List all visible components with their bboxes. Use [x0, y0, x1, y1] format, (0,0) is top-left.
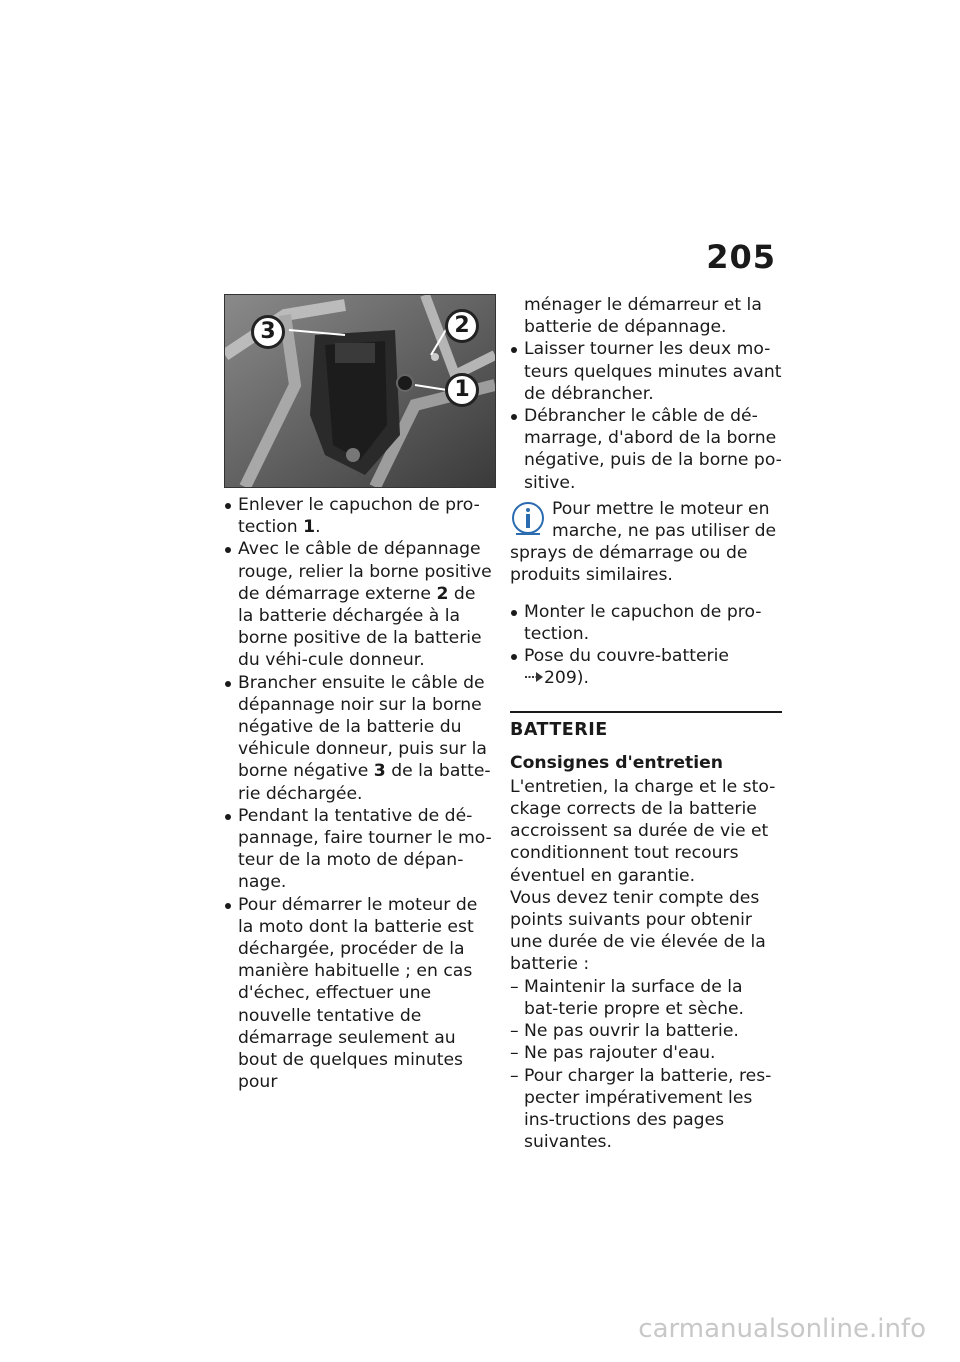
list-item	[224, 894, 496, 1094]
info-note-text: Pour mettre le moteur en marche, ne pas utiliser de sprays de démarrage ou de produits similaires.	[510, 498, 777, 586]
ref-number: 1	[303, 517, 316, 538]
section-title: BATTERIE	[510, 720, 608, 741]
right-column	[510, 294, 782, 1153]
maintenance-list	[510, 976, 782, 1154]
ref-number: 2	[436, 583, 449, 604]
text: .	[315, 517, 321, 538]
text: Brancher ensuite le câble de dépannage noir sur la borne négative de la batterie du véhicule donneur, puis sur la borne négative	[238, 672, 487, 782]
callout-3: 3	[251, 315, 285, 349]
callout-2: 2	[445, 309, 479, 343]
list-item	[224, 672, 496, 805]
list-item: – Ne pas rajouter d'eau.	[510, 1042, 782, 1064]
continuation-text: ménager le démarreur et la batterie de dépannage.	[524, 295, 762, 338]
section-divider	[510, 711, 782, 713]
list-item: – Pour charger la batterie, res-pecter impérativement les ins-tructions des pages suivantes.	[510, 1065, 782, 1154]
list-item	[510, 645, 782, 689]
instruction-list-right-2	[510, 601, 782, 690]
paragraph: Vous devez tenir compte des points suivants pour obtenir une durée de vie élevée de la batterie :	[510, 887, 766, 975]
text: Avec le câble de dépannage rouge, relier la borne positive de démarrage externe	[238, 539, 492, 604]
text: de la batterie déchargée à la borne positive de la batterie du véhi-cule donneur.	[238, 583, 482, 671]
text: Pendant la tentative de dé-pannage, faire tourner le mo-teur de la moto de dépan-nage.	[238, 805, 492, 893]
battery-terminal-photo	[224, 294, 496, 488]
instruction-list-right-1	[510, 338, 782, 493]
list-item	[224, 805, 496, 894]
page-ref-arrow-icon	[524, 667, 544, 689]
list-item: – Maintenir la surface de la bat-terie propre et sèche.	[510, 976, 782, 1020]
page-ref: 209).	[544, 668, 589, 689]
instruction-list-left	[224, 494, 496, 1093]
list-item: Laisser tourner les deux mo-teurs quelques minutes avant de débrancher.	[510, 338, 782, 405]
paragraph: L'entretien, la charge et le sto-ckage corrects de la batterie accroissent sa durée de vie et conditionnent tout recours éventuel en garantie.	[510, 776, 776, 886]
subsection-title: Consignes d'entretien	[510, 752, 723, 773]
ref-number: 3	[373, 761, 386, 782]
callout-1: 1	[445, 373, 479, 407]
page-number: 205	[706, 238, 776, 276]
text: Enlever le capuchon de pro-	[238, 495, 480, 515]
list-item: – Ne pas ouvrir la batterie.	[510, 1020, 782, 1042]
text: Pose du couvre-batterie	[524, 646, 729, 667]
text: Pour démarrer le moteur de la moto dont la batterie est déchargée, procéder de la manière habituelle ; en cas d'échec, effectuer une nouvelle tentative de démarrage seulement au bout de quelques minutes pour	[238, 894, 478, 1093]
list-item	[224, 494, 496, 538]
list-item	[224, 538, 496, 671]
info-icon	[510, 500, 546, 540]
left-column	[224, 294, 496, 1093]
info-note	[510, 498, 782, 587]
list-item: Débrancher le câble de dé-marrage, d'abord de la borne négative, puis de la borne po-sitive.	[510, 405, 782, 494]
watermark: carmanualsonline.info	[638, 1314, 926, 1344]
text: tection	[238, 517, 304, 538]
list-item: Monter le capuchon de pro-tection.	[510, 601, 782, 645]
text: de la batte-rie déchargée.	[238, 761, 491, 804]
